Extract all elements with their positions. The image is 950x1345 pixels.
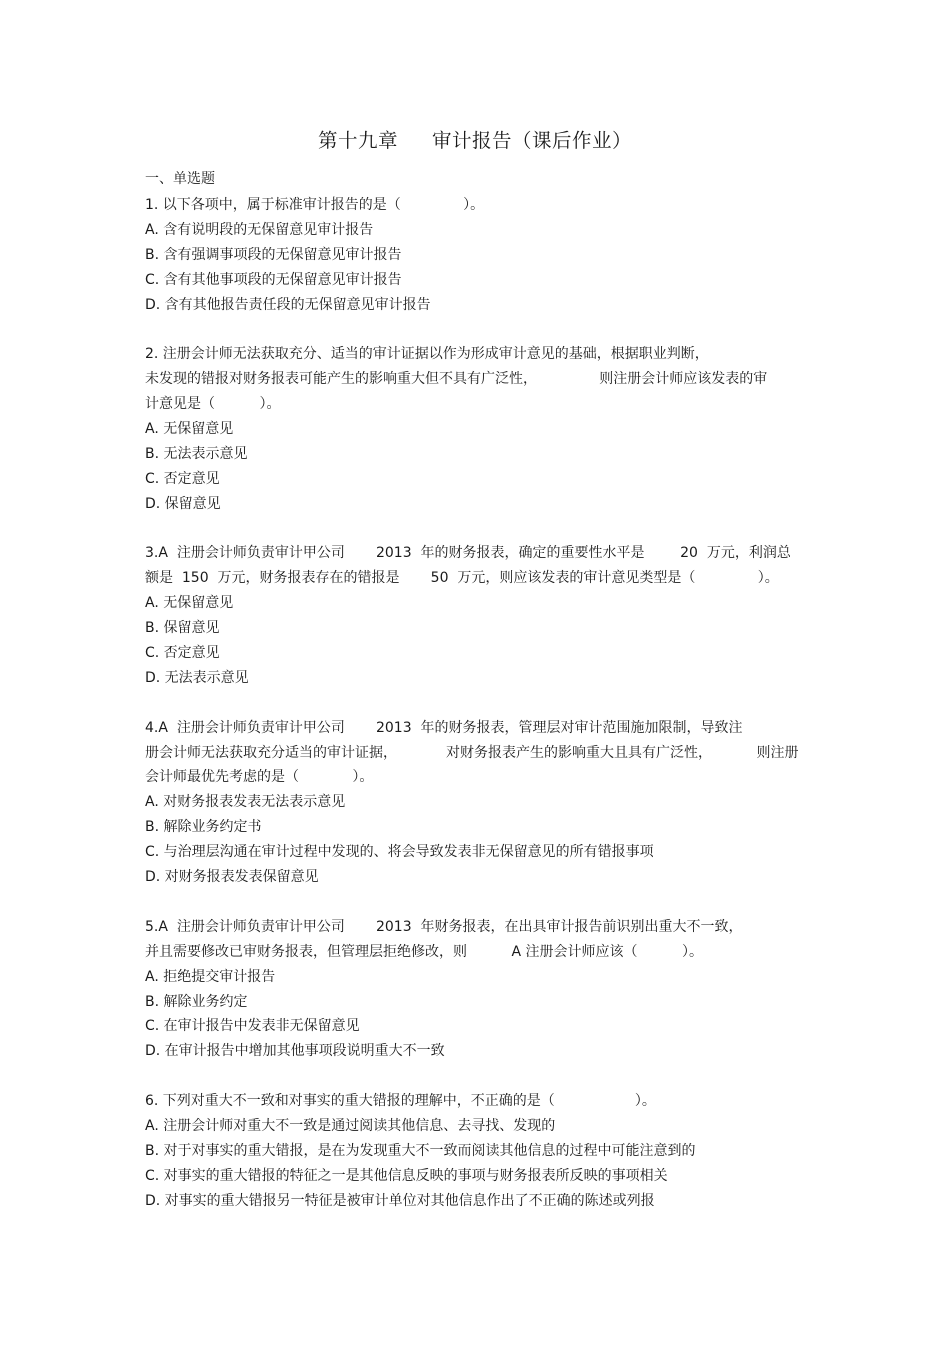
option-b: B. 解除业务约定书 — [145, 819, 262, 836]
question-4 — [145, 716, 810, 890]
question-stem: 2. 注册会计师无法获取充分、适当的审计证据以作为形成审计意见的基础，根据职业判断， — [145, 346, 709, 363]
question-stem: 3.A 注册会计师负责审计甲公司 2013 年的财务报表，确定的重要性水平是 20 万元，利润总 — [145, 545, 791, 562]
question-6 — [145, 1089, 810, 1213]
chapter-title: 审计报告（课后作业） — [432, 129, 633, 152]
question-stem: 并且需要修改已审财务报表，但管理层拒绝修改，则 A 注册会计师应该（ ）。 — [145, 943, 704, 960]
question-5 — [145, 915, 810, 1064]
question-1 — [145, 193, 810, 317]
page-title — [0, 128, 950, 154]
question-3 — [145, 541, 810, 690]
option-a: A. 无保留意见 — [145, 595, 234, 612]
option-b: B. 保留意见 — [145, 620, 220, 637]
option-b: B. 含有强调事项段的无保留意见审计报告 — [145, 246, 402, 263]
option-c: C. 在审计报告中发表非无保留意见 — [145, 1018, 360, 1035]
chapter-number: 第十九章 — [317, 129, 398, 152]
option-a: A. 对财务报表发表无法表示意见 — [145, 794, 346, 811]
question-list — [145, 193, 810, 1214]
question-stem: 1. 以下各项中，属于标准审计报告的是（ ）。 — [145, 197, 485, 213]
question-2 — [145, 342, 810, 516]
option-d: D. 在审计报告中增加其他事项段说明重大不一致 — [145, 1043, 445, 1060]
option-d: D. 对事实的重大错报另一特征是被审计单位对其他信息作出了不正确的陈述或列报 — [145, 1192, 655, 1209]
option-c: C. 否定意见 — [145, 645, 220, 662]
question-stem: 计意见是（ ）。 — [145, 396, 281, 413]
option-b: B. 解除业务约定 — [145, 993, 248, 1010]
option-c: C. 含有其他事项段的无保留意见审计报告 — [145, 271, 402, 288]
question-stem: 册会计师无法获取充分适当的审计证据， 对财务报表产生的影响重大且具有广泛性， 则注册 — [145, 744, 799, 761]
option-b: B. 无法表示意见 — [145, 445, 248, 462]
option-a: A. 无保留意见 — [145, 421, 234, 438]
section-heading: 一、单选题 — [145, 171, 215, 187]
option-c: C. 否定意见 — [145, 470, 220, 487]
option-c: C. 与治理层沟通在审计过程中发现的、将会导致发表非无保留意见的所有错报事项 — [145, 844, 654, 861]
question-stem: 5.A 注册会计师负责审计甲公司 2013 年财务报表，在出具审计报告前识别出重大不一致， — [145, 918, 743, 935]
question-stem: 未发现的错报对财务报表可能产生的影响重大但不具有广泛性， 则注册会计师应该发表的审 — [145, 371, 768, 388]
question-stem: 6. 下列对重大不一致和对事实的重大错报的理解中，不正确的是（ ）。 — [145, 1093, 656, 1110]
question-stem: 额是 150 万元，财务报表存在的错报是 50 万元，则应该发表的审计意见类型是（ ）。 — [145, 570, 779, 587]
option-c: C. 对事实的重大错报的特征之一是其他信息反映的事项与财务报表所反映的事项相关 — [145, 1167, 668, 1184]
option-d: D. 含有其他报告责任段的无保留意见审计报告 — [145, 296, 431, 313]
option-d: D. 对财务报表发表保留意见 — [145, 869, 319, 886]
option-b: B. 对于对事实的重大错报，是在为发现重大不一致而阅读其他信息的过程中可能注意到的 — [145, 1142, 696, 1159]
question-stem: 会计师最优先考虑的是（ ）。 — [145, 769, 374, 786]
option-a: A. 含有说明段的无保留意见审计报告 — [145, 221, 374, 238]
option-a: A. 注册会计师对重大不一致是通过阅读其他信息、去寻找、发现的 — [145, 1117, 556, 1134]
option-a: A. 拒绝提交审计报告 — [145, 968, 276, 985]
question-stem: 4.A 注册会计师负责审计甲公司 2013 年的财务报表，管理层对审计范围施加限制，导致注 — [145, 719, 743, 736]
option-d: D. 无法表示意见 — [145, 669, 249, 686]
option-d: D. 保留意见 — [145, 495, 221, 512]
